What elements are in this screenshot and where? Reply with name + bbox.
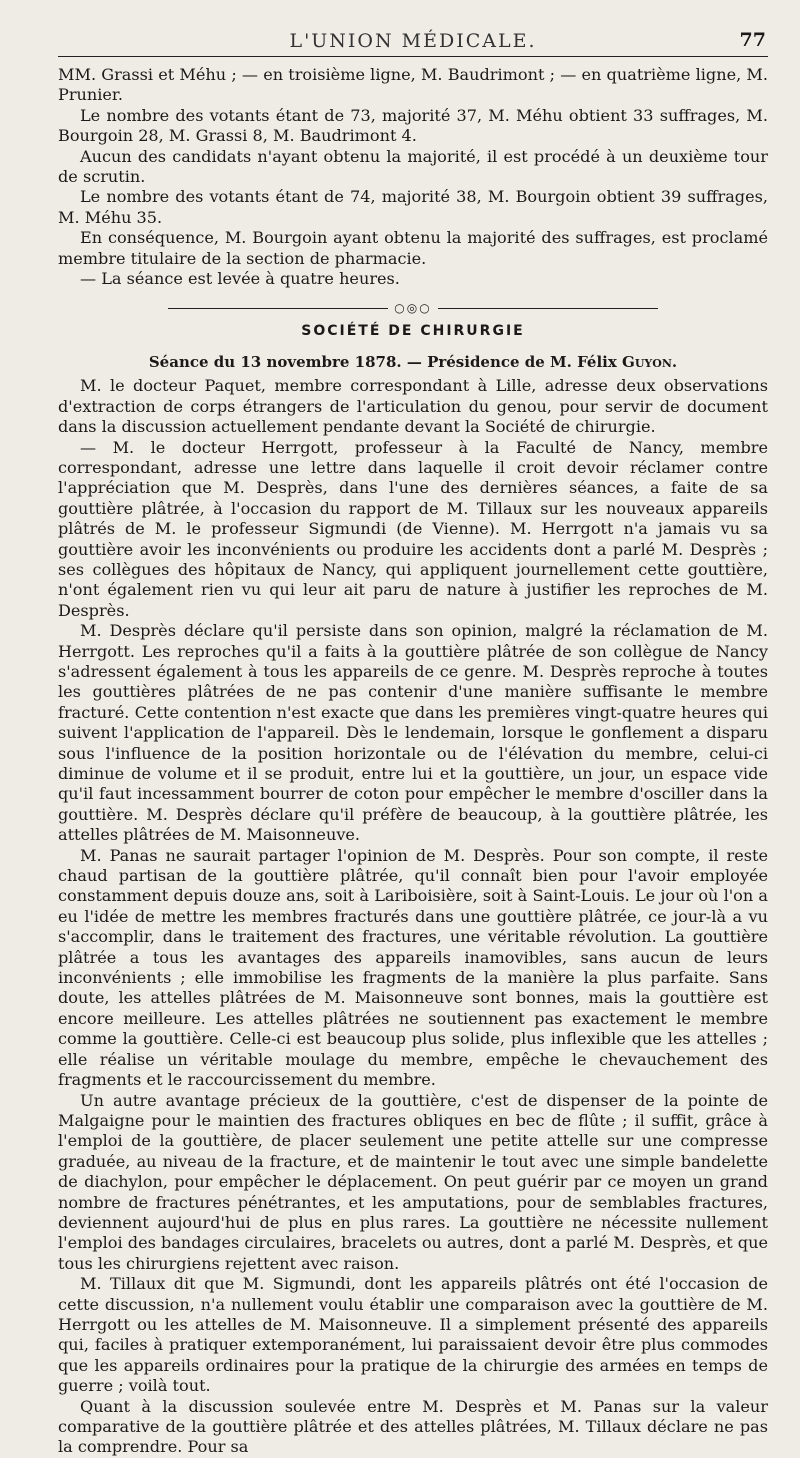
adjournment-line: — La séance est levée à quatre heures. [80,269,400,289]
election-paragraph: MM. Grassi et Méhu ; — en troisième ligne, M. Baudrimont ; — en quatrième ligne, M. Prunier. [58,65,768,105]
journal-title: L'UNION MÉDICALE. [289,30,537,52]
page-body [58,65,768,1458]
article-paragraph: M. Tillaux dit que M. Sigmundi, dont les appareils plâtrés ont été l'occasion de cette discussion, n'a nullement voulu établir une comparaison avec la gouttière de M. Herrgott ou les attelles de M. Maisonneuve. Il a simplement présenté des appareils qui, faciles à pratiquer extemporanément, lui paraissaient devoir être plus commodes que les appareils ordinaires pour la pratique de la chirurgie des armées en temps de guerre ; voilà tout. [58,1274,768,1396]
article-paragraph: M. Desprès déclare qu'il persiste dans son opinion, malgré la réclamation de M. Herrgott. Les reproches qu'il a faits à la gouttière plâtrée de son collègue de Nancy s'adressent également à tous les appareils de ce genre. M. Desprès reproche à toutes les gouttières plâtrées de ne pas contenir d'une manière suffisante le membre fracturé. Cette contention n'est exacte que dans les premières vingt-quatre heures qui suivent l'application de l'appareil. Dès le lendemain, lorsque le gonflement a disparu sous l'influence de la position horizontale ou de l'élévation du membre, celui-ci diminue de volume et il se produit, entre lui et la gouttière, un jour, un espace vide qu'il faut incessamment bourrer de coton pour empêcher le membre d'osciller dans la gouttière. M. Desprès déclare qu'il préfère de beaucoup, à la gouttière plâtrée, les attelles plâtrées de M. Maisonneuve. [58,621,768,845]
election-paragraph: Le nombre des votants étant de 74, majorité 38, M. Bourgoin obtient 39 suffrages, M. Méhu 35. [58,187,768,227]
page-number: 77 [739,29,766,51]
article-paragraph: — M. le docteur Herrgott, professeur à la Faculté de Nancy, membre correspondant, adresse une lettre dans laquelle il croit devoir réclamer contre l'appréciation que M. Desprès, dans l'une des dernières séances, a faite de sa gouttière plâtrée, à l'occasion du rapport de M. Tillaux sur les nouveaux appareils plâtrés de M. le professeur Sigmundi (de Vienne). M. Herrgott n'a jamais vu sa gouttière avoir les inconvénients ou produire les accidents dont a parlé M. Desprès ; ses collègues des hôpitaux de Nancy, qui appliquent journellement cette gouttière, n'ont également rien vu qui leur ait paru de nature à justifier les reproches de M. Desprès. [58,437,768,620]
election-paragraph: Le nombre des votants étant de 73, majorité 37, M. Méhu obtient 33 suffrages, M. Bourgoin 28, M. Grassi 8, M. Baudrimont 4. [58,105,768,146]
ornament-icon: ○◎○ [394,301,432,316]
session-suffix: . [671,352,678,371]
article-paragraph: M. le docteur Paquet, membre correspondant à Lille, adresse deux observations d'extraction de corps étrangers de l'articulation du genou, pour servir de document dans la discussion actuellement pendante devant la Société de chirurgie. [58,376,768,437]
session-heading [58,352,768,372]
section-title: SOCIÉTÉ DE CHIRURGIE [301,323,525,340]
election-paragraph: En conséquence, M. Bourgoin ayant obtenu la majorité des suffrages, est proclamé membre titulaire de la section de pharmacie. [58,228,768,268]
section-separator [58,301,768,316]
election-paragraph: Aucun des candidats n'ayant obtenu la majorité, il est procédé à un deuxième tour de scrutin. [58,146,768,187]
article-paragraph: M. Panas ne saurait partager l'opinion de M. Desprès. Pour son compte, il reste chaud partisan de la gouttière plâtrée, qu'il connaît bien pour l'avoir employée constamment depuis douze ans, soit à Lariboisière, soit à Saint-Louis. Le jour où l'on a eu l'idée de mettre les membres fracturés dans une gouttière plâtrée, ce jour-là a vu s'accomplir, dans le traitement des fractures, une véritable révolution. La gouttière plâtrée a tous les avantages des appareils inamovibles, sans aucun de leurs inconvénients ; elle immobilise les fragments de la manière la plus parfaite. Sans doute, les attelles plâtrées de M. Maisonneuve sont bonnes, mais la gouttière est encore meilleure. Les attelles plâtrées ne soutiennent pas exactement le membre comme la gouttière. Celle-ci est beaucoup plus solide, plus inflexible que les attelles ; elle réalise un véritable moulage du membre, empêche le chevauchement des fragments et le raccourcissement du membre. [58,845,768,1090]
session-president: Guyon [622,352,672,371]
separator-rule-left [168,308,388,309]
article-paragraph: Quant à la discussion soulevée entre M. Desprès et M. Panas sur la valeur comparative de la gouttière plâtrée et des attelles plâtrées, M. Tillaux déclare ne pas la comprendre. Pour sa [58,1396,768,1457]
article-paragraph: Un autre avantage précieux de la gouttière, c'est de dispenser de la pointe de Malgaigne pour le maintien des fractures obliques en bec de flûte ; il suffit, grâce à l'emploi de la gouttière, de placer seulement une petite attelle sur une compresse graduée, au niveau de la fracture, et de maintenir le tout avec une simple bandelette de diachylon, pour empêcher le déplacement. On peut guérir par ce moyen un grand nombre de fractures pénétrantes, et les amputations, pour de semblables fractures, deviennent aujourd'hui de plus en plus rares. La gouttière ne nécessite nullement l'emploi des bandages circulaires, bracelets ou autres, dont a parlé M. Desprès, et que tous les chirurgiens rejettent avec raison. [58,1090,768,1273]
separator-rule-right [438,308,658,309]
running-header [58,22,768,57]
session-date: Séance du 13 novembre 1878. — Présidence de M. Félix [148,352,623,371]
